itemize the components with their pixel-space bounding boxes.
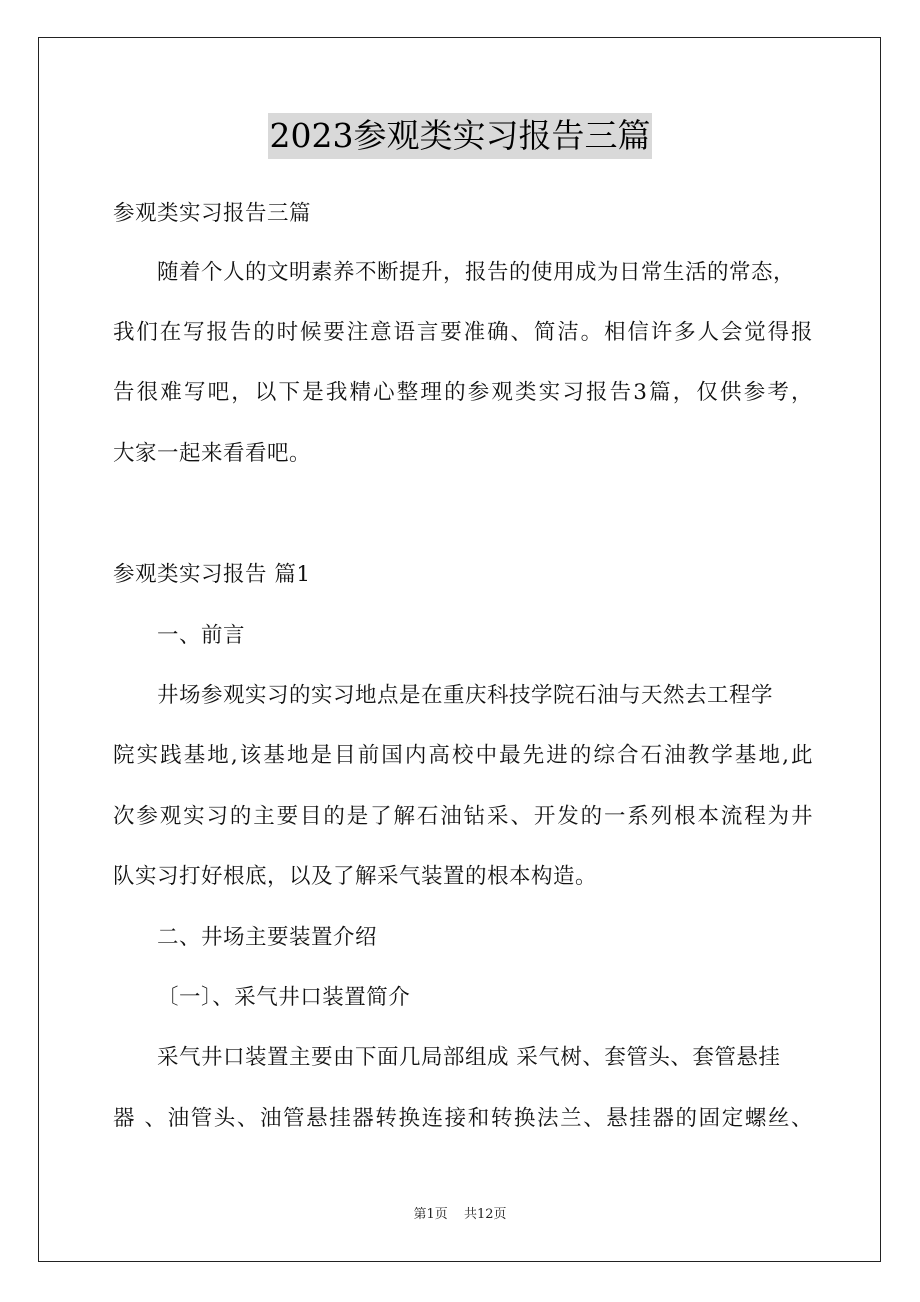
intro-line-3: 告很难写吧，以下是我精心整理的参观类实习报告3篇，仅供参考， — [113, 380, 813, 405]
wellhead-heading: 〔一〕、采气井口装置简介 — [157, 985, 411, 1010]
wellhead-line-2: 器 、油管头、油管悬挂器转换连接和转换法兰、悬挂器的固定螺丝、 — [113, 1106, 813, 1131]
wellhead-line-1: 采气井口装置主要由下面几局部组成 采气树、套管头、套管悬挂 — [157, 1045, 781, 1070]
intro-line-2: 我们在写报告的时候要注意语言要准确、简洁。相信许多人会觉得报 — [113, 320, 813, 345]
intro-line-1: 随着个人的文明素养不断提升，报告的使用成为日常生活的常态， — [157, 260, 796, 285]
title-container — [0, 113, 920, 159]
document-title: 2023参观类实习报告三篇 — [268, 113, 653, 159]
preface-line-3: 次参观实习的主要目的是了解石油钻采、开发的一系列根本流程为井 — [113, 804, 813, 829]
preface-line-4: 队实习打好根底，以及了解采气装置的根本构造。 — [113, 864, 598, 889]
preface-line-1: 井场参观实习的实习地点是在重庆科技学院石油与天然去工程学 — [157, 683, 774, 708]
preface-line-2: 院实践基地,该基地是目前国内高校中最先进的综合石油教学基地,此 — [113, 743, 813, 768]
preface-heading: 一、前言 — [157, 623, 246, 648]
equipment-heading: 二、井场主要装置介绍 — [157, 925, 378, 950]
page-total: 共12页 — [463, 1207, 507, 1222]
document-subtitle: 参观类实习报告三篇 — [113, 201, 312, 226]
page-number: 第1页 — [413, 1207, 448, 1222]
intro-line-4: 大家一起来看看吧。 — [113, 441, 312, 466]
section-1-heading: 参观类实习报告 篇1 — [113, 562, 311, 587]
page-footer — [0, 1206, 920, 1224]
